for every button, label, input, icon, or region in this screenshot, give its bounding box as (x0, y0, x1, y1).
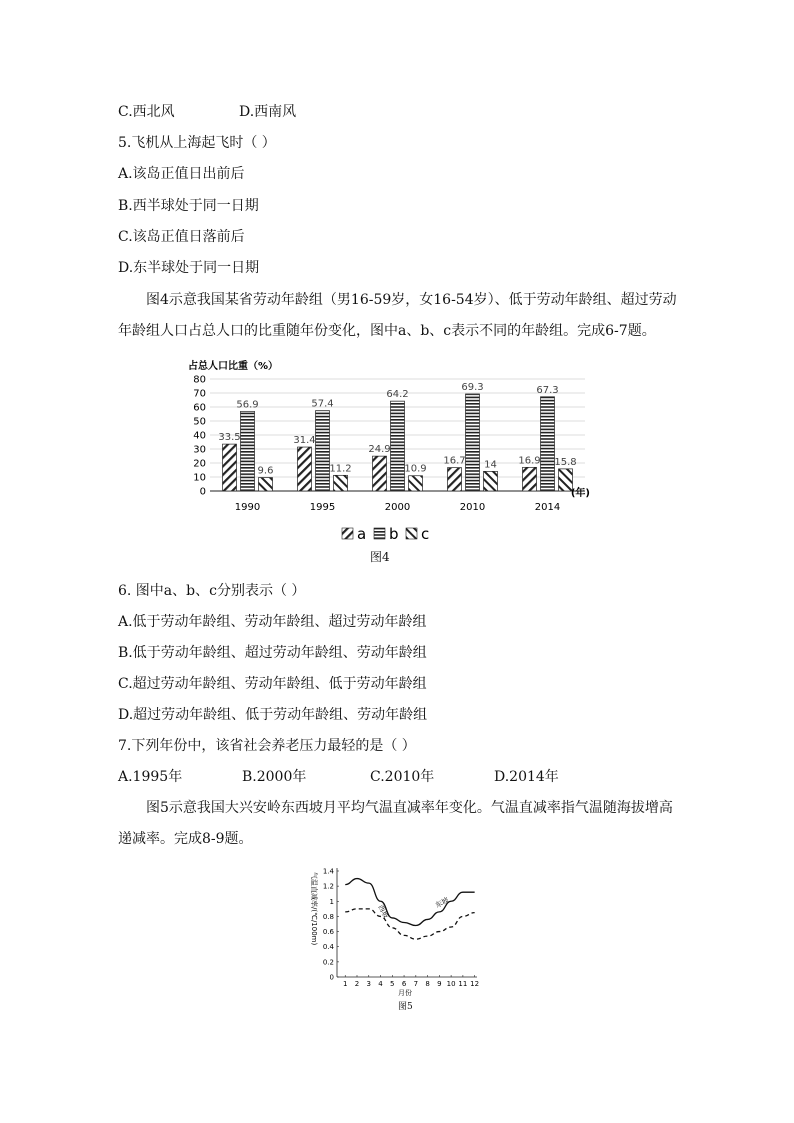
fig5-xtick-label: 8 (425, 980, 430, 988)
fig4-bar-chart (180, 355, 595, 545)
fig4-legend-swatch-b (374, 528, 385, 539)
fig4-legend-label-b: b (389, 525, 399, 543)
fig4-xtick-label: 2000 (384, 502, 411, 513)
fig4-data-label: 31.4 (293, 435, 316, 447)
q5-option-a: A.该岛正值日出前后 (118, 166, 245, 182)
fig5-ytick-label: 1 (329, 897, 334, 906)
fig4-ytick-label: 60 (193, 402, 206, 414)
fig4-data-label: 57.4 (311, 398, 334, 410)
q5-option-d: D.东半球处于同一日期 (118, 260, 260, 276)
fig4-xtick-label: 1995 (309, 502, 336, 513)
fig4-bar-a (523, 467, 537, 491)
fig4-bar-a (373, 456, 387, 491)
q7-option-c: C.2010年 (370, 769, 435, 785)
fig4-xtick-label: 2014 (534, 502, 561, 513)
fig5-ylabel: 气温直减率/(℃/100m) (310, 872, 318, 946)
q7-option-a: A.1995年 (118, 769, 183, 785)
fig4-bar-b (391, 401, 405, 491)
fig4-data-label: 16.7 (443, 455, 466, 467)
fig5-series-label-west: 西坡 (376, 903, 391, 920)
fig4-bar-c (484, 471, 498, 491)
fig5-ytick-label: 0.8 (322, 912, 334, 921)
fig4-bar-b (241, 411, 255, 491)
fig4-xtick-label: 2010 (459, 502, 486, 513)
fig4-bar-a (298, 447, 312, 491)
fig4-ylabel: 占总人口比重（%） (188, 361, 279, 372)
fig5-xtick-label: 7 (413, 980, 419, 988)
q7-stem: 7.下列年份中，该省社会养老压力最轻的是（ ） (118, 738, 416, 754)
fig5-xtick-label: 5 (390, 980, 395, 988)
fig4-data-label: 69.3 (461, 381, 484, 393)
fig4-bar-a (448, 468, 462, 491)
fig5-ytick-label: 1.4 (322, 867, 334, 876)
fig4-xunit: (年) (570, 488, 590, 499)
fig4-data-label: 15.8 (554, 456, 577, 468)
fig5-xtick-label: 10 (446, 980, 456, 988)
fig5-ytick-label: 1.2 (322, 882, 334, 891)
fig5-ytick-label: 0.6 (322, 928, 334, 937)
q4-option-c: C.西北风 (118, 104, 175, 120)
q5-option-c: C.该岛正值日落前后 (118, 229, 245, 245)
fig4-data-label: 67.3 (536, 384, 559, 396)
fig4-bar-b (541, 397, 555, 491)
q7-option-b: B.2000年 (242, 769, 307, 785)
q5-stem: 5.飞机从上海起飞时（ ） (118, 135, 276, 151)
fig4-bar-a (223, 444, 237, 491)
fig4-legend-label-c: c (421, 525, 430, 543)
fig4-data-label: 10.9 (404, 463, 427, 475)
q6-option-a: A.低于劳动年龄组、劳动年龄组、超过劳动年龄组 (118, 614, 427, 630)
fig5-ytick-label: 0.2 (322, 958, 334, 967)
fig4-data-label: 14 (484, 459, 497, 471)
fig4-caption: 图4 (370, 550, 390, 564)
fig4-data-label: 16.9 (518, 455, 541, 467)
fig5-xtick-label: 4 (378, 980, 383, 988)
fig5-xtick-label: 12 (470, 980, 480, 988)
fig4-data-label: 33.5 (218, 432, 241, 444)
fig4-data-label: 9.6 (257, 465, 274, 477)
fig4-bar-b (466, 394, 480, 491)
fig4-legend-swatch-c (406, 528, 417, 539)
fig5-ytick-label: 0.4 (322, 943, 334, 952)
fig5-xtick-label: 11 (458, 980, 468, 988)
fig4-ytick-label: 40 (193, 430, 206, 442)
fig5-xtick-label: 1 (343, 980, 348, 988)
fig4-ytick-label: 30 (193, 444, 206, 456)
fig5-line-chart (305, 860, 490, 1000)
q5-option-b: B.西半球处于同一日期 (118, 198, 259, 214)
fig4-data-label: 24.9 (368, 444, 391, 456)
fig5-series-label-east: 东坡 (434, 896, 451, 910)
q6-option-b: B.低于劳动年龄组、超过劳动年龄组、劳动年龄组 (118, 645, 427, 661)
fig4-bar-c (334, 475, 348, 491)
q4-option-d: D.西南风 (239, 104, 297, 120)
fig4-legend-swatch-a (342, 528, 353, 539)
fig4-ytick-label: 80 (193, 374, 206, 386)
fig4-ytick-label: 20 (193, 458, 206, 470)
fig4-intro: 图4示意我国某省劳动年龄组（男16-59岁，女16-54岁）、低于劳动年龄组、超过劳动年龄组人口占总人口的比重随年份变化，图中a、b、c表示不同的年龄组。完成6-7题。 (118, 292, 677, 339)
fig4-ytick-label: 0 (199, 486, 206, 498)
fig4-ytick-label: 50 (193, 416, 206, 428)
fig5-caption: 图5 (398, 1002, 413, 1012)
fig4-legend-label-a: a (357, 525, 367, 543)
fig4-bar-c (409, 476, 423, 491)
fig5-xtick-label: 2 (354, 980, 360, 988)
fig5-xtick-label: 6 (401, 980, 407, 988)
fig5-xtick-label: 9 (437, 980, 442, 988)
q6-option-c: C.超过劳动年龄组、劳动年龄组、低于劳动年龄组 (118, 676, 427, 692)
fig4-xtick-label: 1990 (234, 502, 261, 513)
fig4-bar-c (259, 478, 273, 491)
fig5-intro: 图5示意我国大兴安岭东西坡月平均气温直减率年变化。气温直减率指气温随海拔增高递减率。完成8-9题。 (118, 800, 673, 847)
fig5-ytick-label: 0 (329, 973, 334, 982)
fig4-bar-b (316, 411, 330, 491)
fig4-data-label: 11.2 (329, 463, 352, 475)
fig5-xlabel: 月份 (398, 989, 412, 997)
fig5-series-line-0 (345, 879, 474, 926)
fig4-ytick-label: 70 (193, 388, 206, 400)
q6-stem: 6. 图中a、b、c分别表示（ ） (118, 583, 306, 599)
fig4-data-label: 56.9 (236, 399, 259, 411)
q6-option-d: D.超过劳动年龄组、低于劳动年龄组、劳动年龄组 (118, 707, 428, 723)
q7-option-d: D.2014年 (494, 769, 559, 785)
fig5-xtick-label: 3 (366, 980, 371, 988)
fig4-data-label: 64.2 (386, 389, 409, 401)
fig4-ytick-label: 10 (193, 472, 206, 484)
